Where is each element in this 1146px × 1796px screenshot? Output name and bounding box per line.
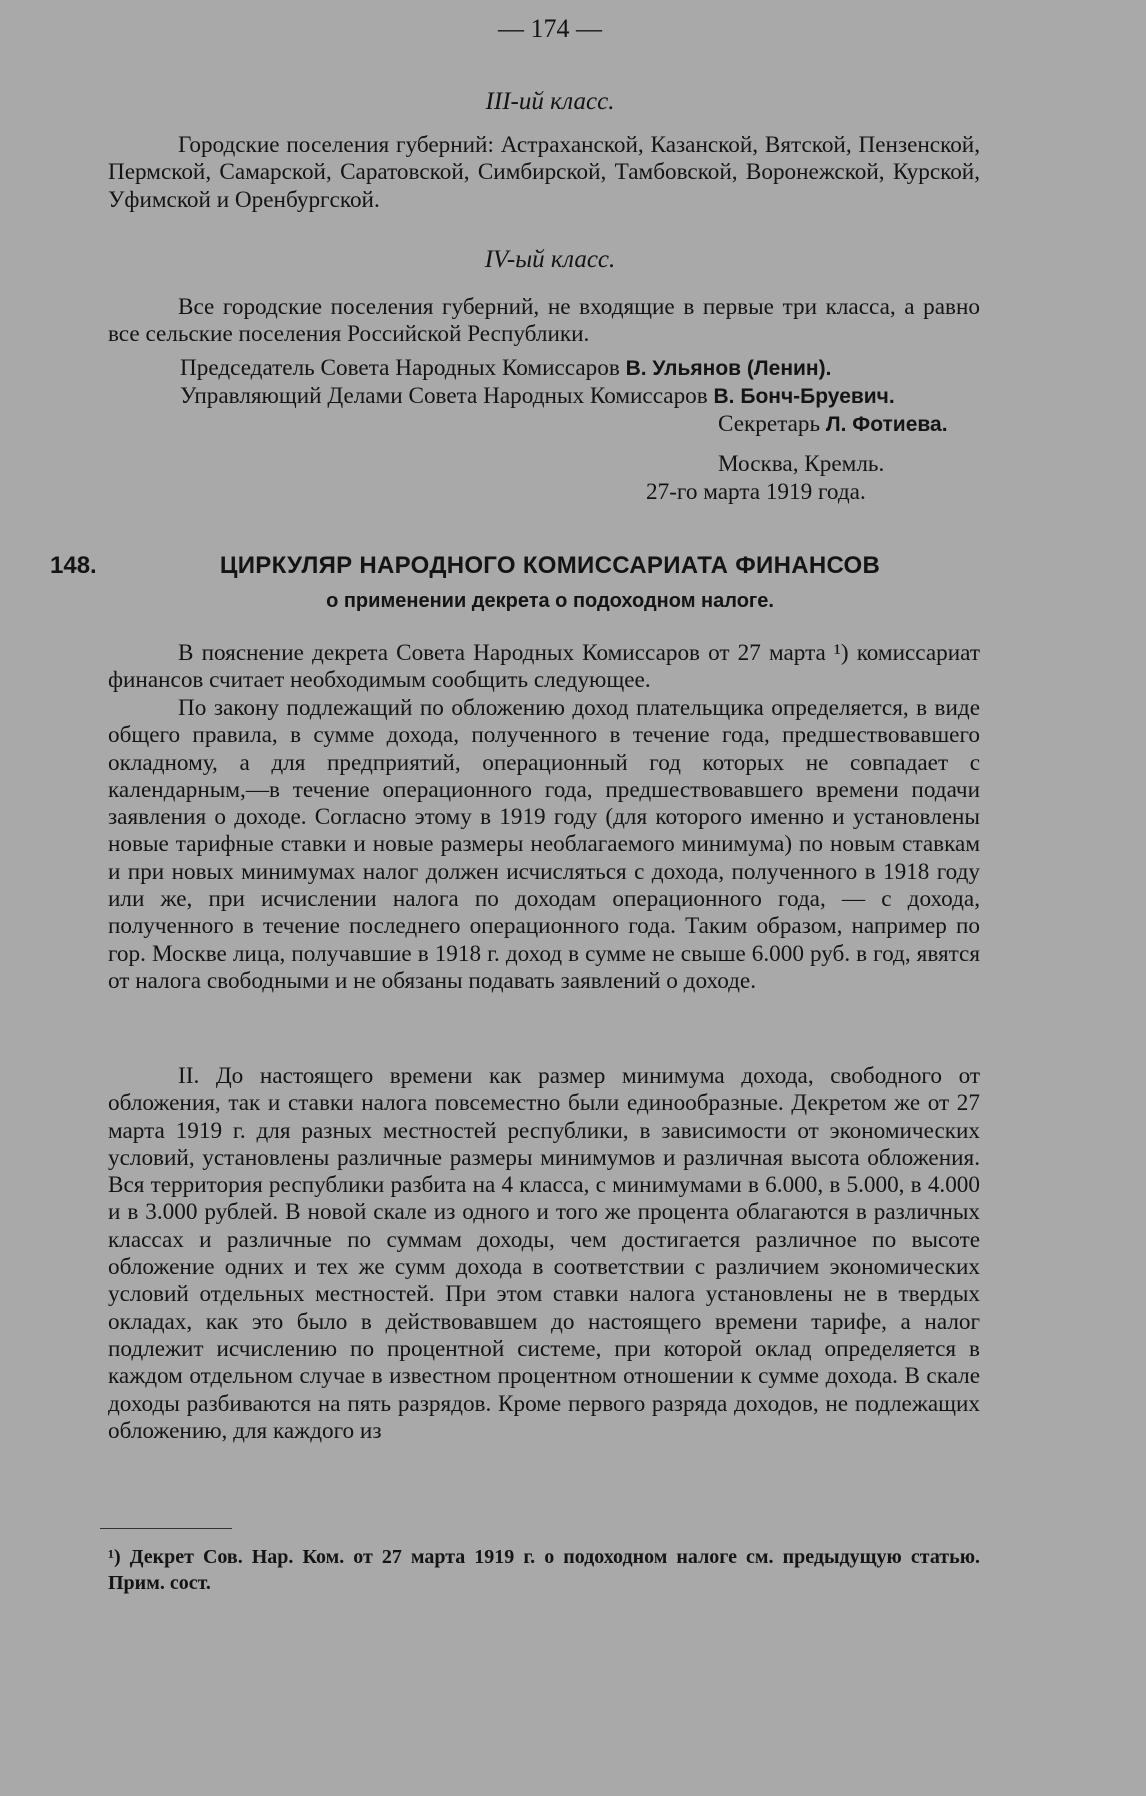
page-number: — 174 — xyxy=(498,14,602,43)
intro-paragraph: В пояснение декрета Совета Народных Комиссаров от 27 марта ¹) комиссариат финансов считает необходимым сообщить следующее. xyxy=(108,640,980,694)
paragraph-1: По закону подлежащий по обложению доход плательщика определяется, в виде общего правила, в сумме дохода, полученного в течение года, предшествовавшего окладному, а для предприятий, операционный год которых не совпадает с календарным,—в течение операционного года, предшествовавшего времени подачи заявления о доходе. Согласно этому в 1919 году (для которого именно и установлены новые тарифные ставки и новые размеры необлагаемого минимума) по новым ставкам и при новых минимумах налог должен исчисляться с дохода, полученного в 1918 году или же, при исчислении налога по доходам операционного года, — с дохода, полученного в течение последнего операционного года. Таким образом, например по гор. Москве лица, получавшие в 1918 г. доход в сумме не свыше 6.000 руб. в год, явятся от налога свободными и не обязаны подавать заявлений о доходе. xyxy=(108,695,980,994)
class3-heading: III-ий класс. xyxy=(485,88,615,115)
class4-text: Все городские поселения губерний, не входящие в первые три класса, а равно все сельские поселения Российской Республики. xyxy=(108,294,980,348)
class3-text: Городские поселения губерний: Астраханской, Казанской, Вятской, Пензенской, Пермской, Самарской, Саратовской, Симбирской, Тамбовской, Воронежской, Курской, Уфимской и Оренбургской. xyxy=(108,132,980,213)
class4-heading: IV-ый класс. xyxy=(484,246,616,273)
document-number: 148. xyxy=(50,552,97,579)
signature-secretary: Секретарь Л. Фотиева. xyxy=(718,411,948,437)
paragraph-2: II. До настоящего времени как размер минимума дохода, свободного от обложения, так и ставки налога повсеместно были единообразные. Декретом же от 27 марта 1919 г. для разных местностей республики, в зависимости от экономических условий, установлены различные размеры минимумов и различная высота обложения. Вся территория республики разбита на 4 класса, с минимумами в 6.000, в 5.000, в 4.000 и в 3.000 рублей. В новой скале из одного и того же процента облагаются в различных классах и различные по суммам доходы, чем достигается различное по высоте обложение одних и тех же сумм дохода в соответствии с различием экономических условий отдельных местностей. При этом ставки налога установлены не в твердых окладах, как это было в действовавшем до настоящего времени тарифе, а налог подлежит исчислению по процентной системе, при которой оклад определяется в каждом отдельном случае в известном процентном отношении к сумме дохода. В скале доходы разбиваются на пять разрядов. Кроме первого разряда доходов, не подлежащих обложению, для каждого из xyxy=(108,1063,980,1444)
signature-place: Москва, Кремль. xyxy=(718,451,885,477)
signature-manager: Управляющий Делами Совета Народных Комиссаров В. Бонч-Бруевич. xyxy=(180,383,895,409)
footnote: ¹) Декрет Сов. Нар. Ком. от 27 марта 1919 г. о подоходном налоге см. предыдущую статью. Прим. сост. xyxy=(108,1546,980,1594)
footnote-divider xyxy=(100,1528,232,1529)
document-title: ЦИРКУЛЯР НАРОДНОГО КОМИССАРИАТА ФИНАНСОВ xyxy=(219,552,881,579)
document-subtitle: о применении декрета о подоходном налоге. xyxy=(326,590,774,612)
signature-chairman: Председатель Совета Народных Комиссаров В. Ульянов (Ленин). xyxy=(180,355,832,381)
signature-date: 27-го марта 1919 года. xyxy=(646,479,866,505)
